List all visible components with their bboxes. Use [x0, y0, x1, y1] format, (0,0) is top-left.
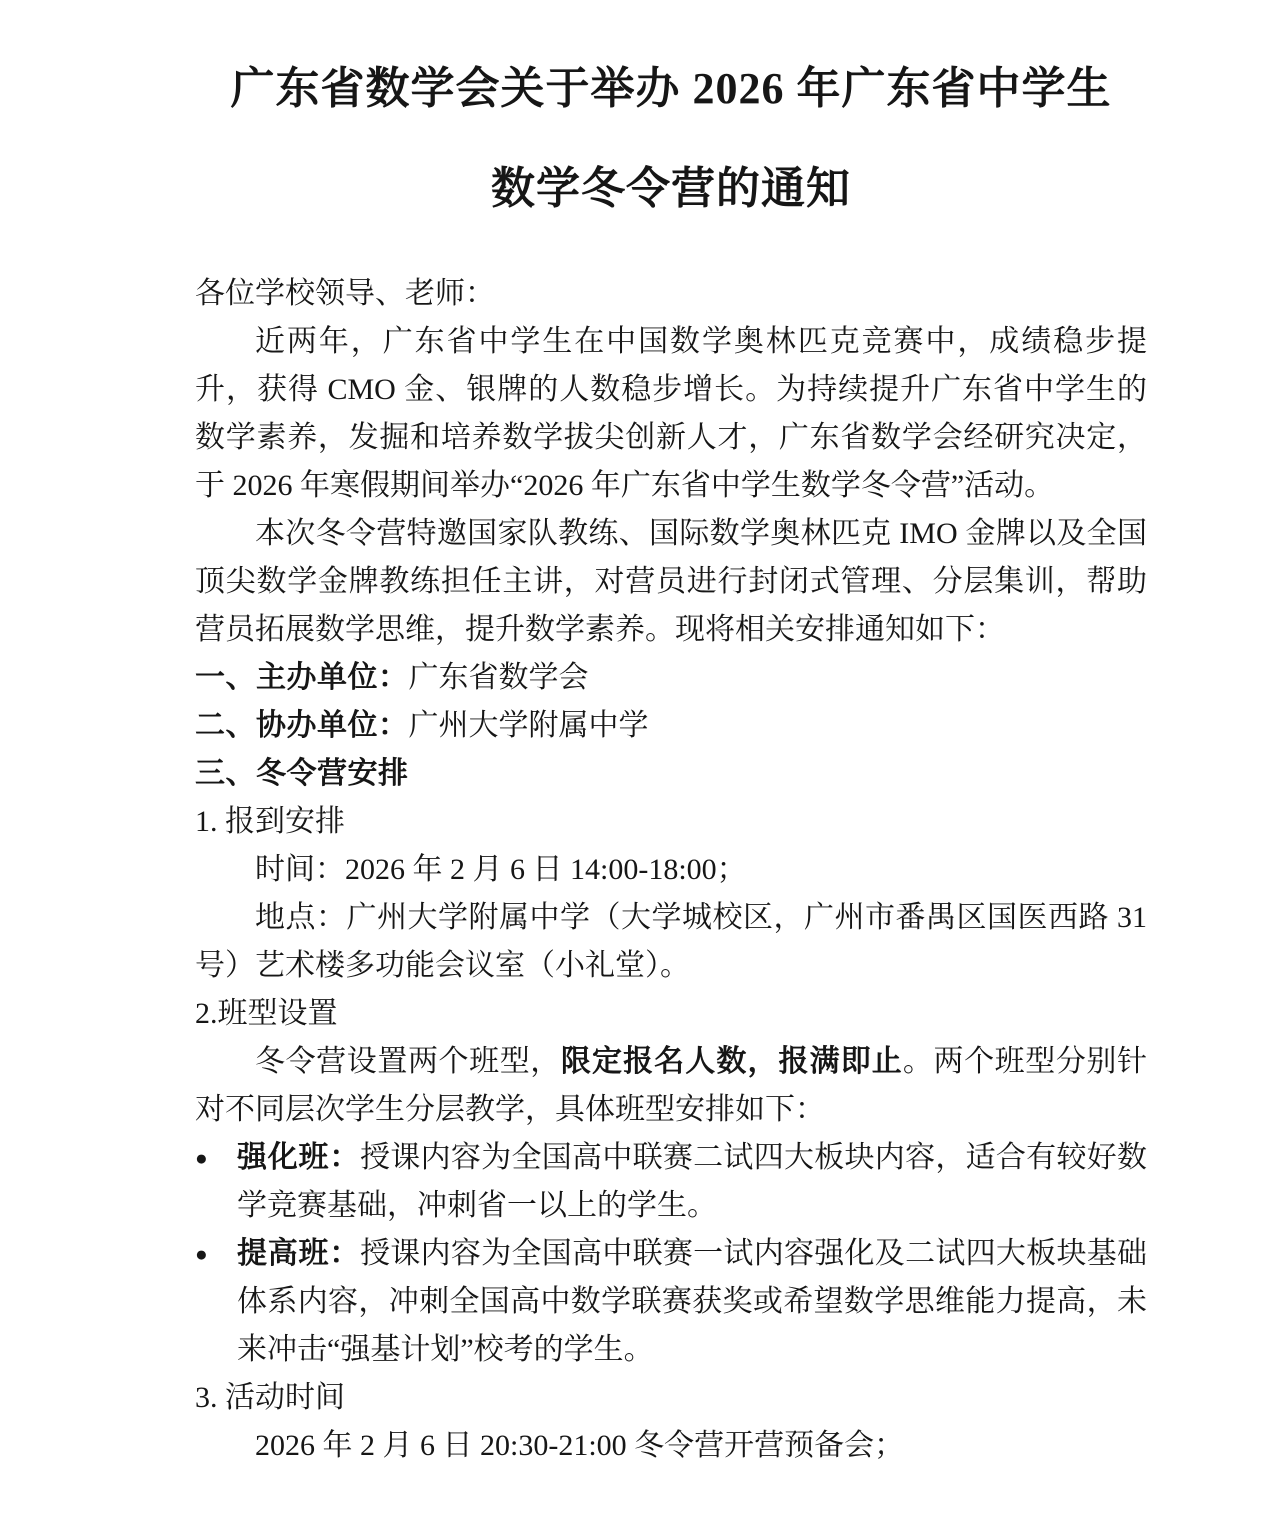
list-item-advanced-class [195, 1230, 1147, 1374]
host-value: 广东省数学会 [408, 661, 589, 695]
document-body [195, 270, 1147, 1470]
intro-paragraph-1: 近两年，广东省中学生在中国数学奥林匹克竞赛中，成绩稳步提升，获得 CMO 金、银牌的人数稳步增长。为持续提升广东省中学生的数学素养，发掘和培养数学拔尖创新人才，广东省数学会经研究决定，于 2026 年寒假期间举办“2026 年广东省中学生数学冬令营”活动。 [195, 325, 1147, 503]
cohost-label: 二、协办单位： [195, 709, 409, 743]
class-setup-text-post: 。两个班型分别针对不同层次学生分层教学，具体班型安排如下： [195, 1045, 1148, 1127]
advanced-class-text: 授课内容为全国高中联赛一试内容强化及二试四大板块基础体系内容，冲刺全国高中数学联赛获奖或希望数学思维能力提高，未来冲击“强基计划”校考的学生。 [237, 1237, 1148, 1367]
class-setup-heading: 2.班型设置 [195, 997, 338, 1031]
host-label: 一、主办单位： [195, 661, 409, 695]
document-title-line1: 广东省数学会关于举办 2026 年广东省中学生 [230, 64, 1112, 113]
registration-location-line: 地点：广州大学附属中学（大学城校区，广州市番禺区国医西路 31 号）艺术楼多功能会议室（小礼堂）。 [195, 901, 1147, 983]
intensive-class-text: 授课内容为全国高中联赛二试四大板块内容，适合有较好数学竞赛基础，冲刺省一以上的学生。 [237, 1141, 1148, 1223]
class-setup-paragraph [195, 1038, 1147, 1134]
registration-time-line: 时间：2026 年 2 月 6 日 14:00-18:00； [255, 853, 747, 887]
host-line [195, 654, 1147, 702]
intensive-class-label: 强化班： [237, 1141, 361, 1175]
salutation: 各位学校领导、老师： [195, 277, 495, 311]
bullet-icon: ● [195, 1242, 208, 1267]
cohost-value: 广州大学附属中学 [408, 709, 649, 743]
arrangement-heading: 三、冬令营安排 [195, 757, 409, 791]
document-title [195, 66, 1147, 212]
list-item-intensive-class [195, 1134, 1147, 1230]
bullet-icon: ● [195, 1146, 208, 1171]
registration-heading: 1. 报到安排 [195, 805, 345, 839]
activity-time-line1: 2026 年 2 月 6 日 20:30-21:00 冬令营开营预备会； [255, 1429, 905, 1463]
class-setup-text-bold: 限定报名人数，报满即止 [560, 1045, 903, 1079]
intro-paragraph-2: 本次冬令营特邀国家队教练、国际数学奥林匹克 IMO 金牌以及全国顶尖数学金牌教练担任主讲，对营员进行封闭式管理、分层集训，帮助营员拓展数学思维，提升数学素养。现将相关安排通知如下： [195, 517, 1147, 647]
document-title-line2: 数学冬令营的通知 [491, 164, 851, 214]
cohost-line [195, 702, 1147, 750]
class-setup-text-pre: 冬令营设置两个班型， [255, 1045, 561, 1079]
list-item-body [237, 1230, 1147, 1374]
activity-time-heading: 3. 活动时间 [195, 1381, 345, 1415]
list-item-body [237, 1134, 1147, 1230]
advanced-class-label: 提高班： [237, 1237, 361, 1271]
